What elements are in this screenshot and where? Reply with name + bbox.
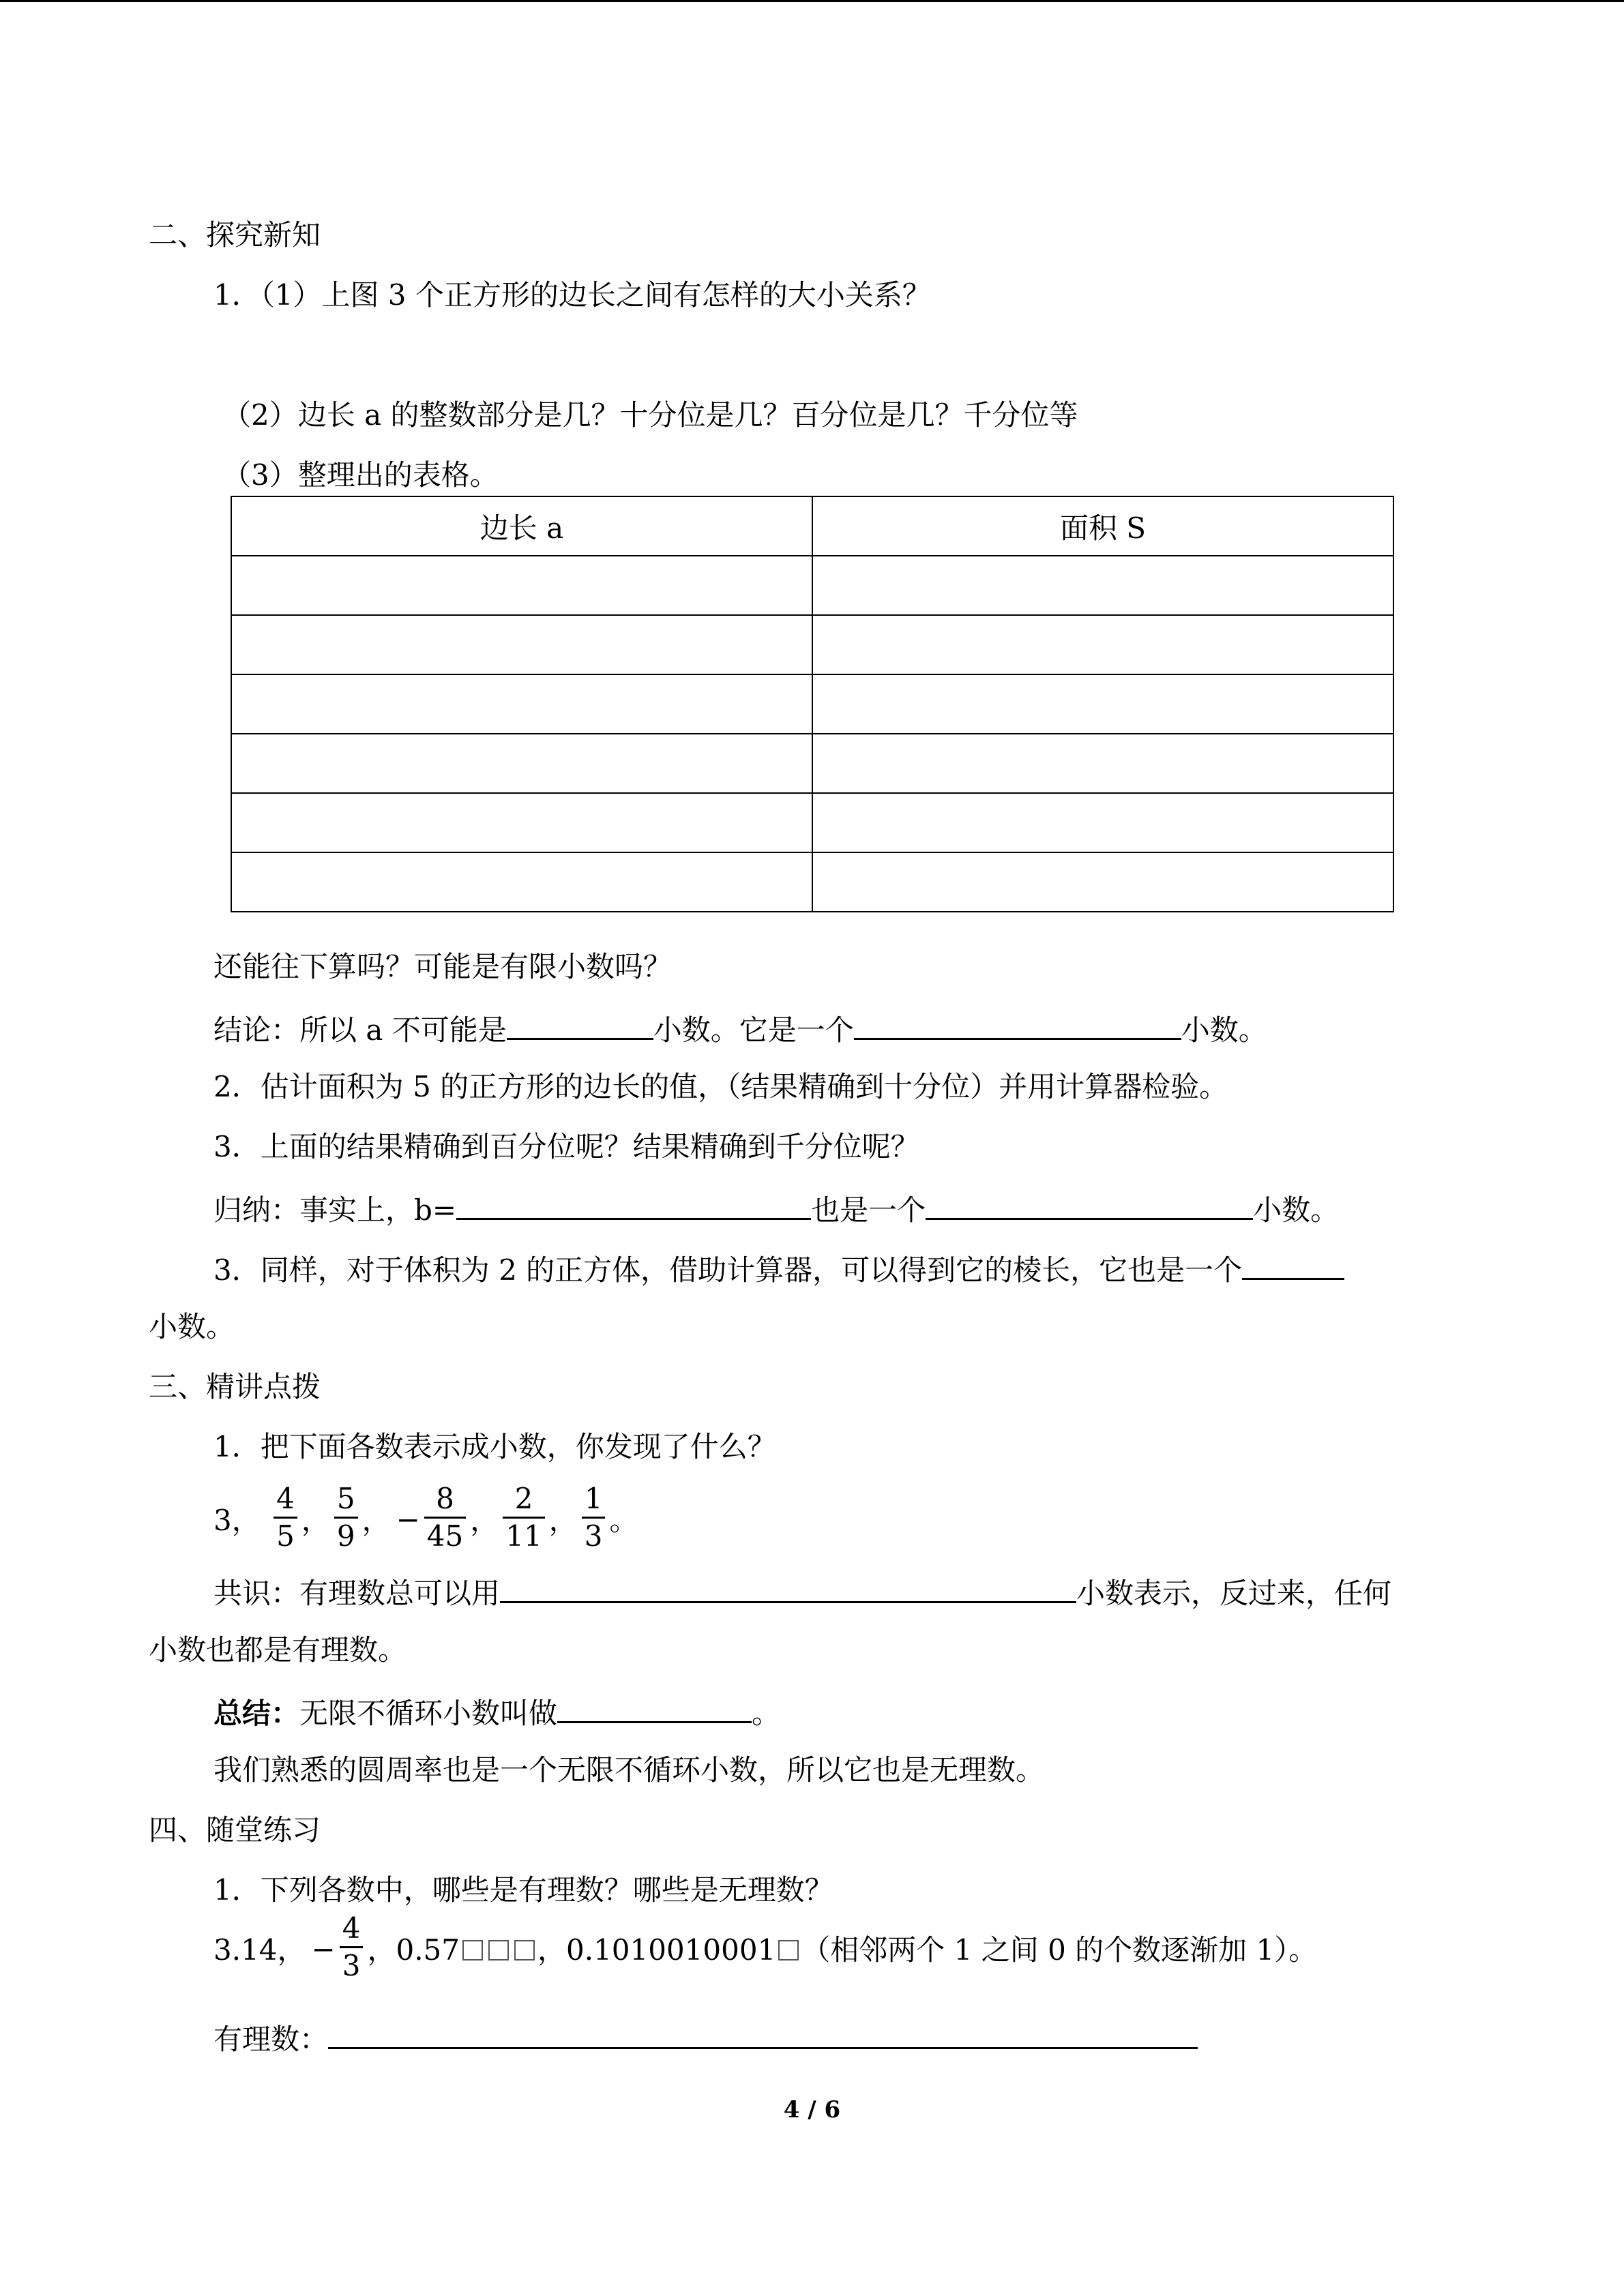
continue-question: 还能往下算吗？可能是有限小数吗？	[213, 950, 673, 983]
fraction-numerator: 1	[584, 1481, 603, 1515]
fraction-neg-4-3	[340, 1911, 364, 1984]
table-cell[interactable]	[231, 674, 812, 734]
induction-text-a: 归纳：事实上，b=	[213, 1193, 457, 1227]
question-3b-text: 3．同样，对于体积为 2 的正方体，借助计算器，可以得到它的棱长，它也是一个	[213, 1253, 1243, 1287]
number-3-14: 3.14，	[213, 1933, 306, 1967]
question-1-2: （2）边长 a 的整数部分是几？十分位是几？百分位是几？千分位等	[222, 398, 1078, 432]
fraction-denominator: 3	[582, 1517, 606, 1554]
table-cell[interactable]	[812, 615, 1393, 674]
table-cell[interactable]	[231, 615, 812, 674]
table-header-row	[231, 496, 1393, 556]
number-three: 3，	[213, 1504, 261, 1537]
consensus-line	[213, 1570, 1391, 1614]
summary-text: 无限不循环小数叫做	[299, 1697, 558, 1730]
missing-glyph-icon	[488, 1940, 509, 1960]
conclusion-text-c: 小数。	[1181, 1013, 1267, 1047]
consensus-text-b: 小数表示，反过来，任何	[1076, 1577, 1392, 1610]
fraction-numerator: 4	[342, 1911, 361, 1945]
answer-blank[interactable]	[500, 1570, 1076, 1603]
induction-text-c: 小数。	[1253, 1193, 1340, 1227]
table-row	[231, 734, 1393, 793]
answer-blank[interactable]	[926, 1187, 1253, 1220]
practice-numbers	[213, 1909, 1317, 1993]
fraction-list	[213, 1480, 638, 1564]
list-separator: ，	[301, 1504, 330, 1537]
fraction-denominator: 5	[274, 1517, 297, 1554]
conclusion-text-a: 结论：所以 a 不可能是	[213, 1013, 507, 1047]
summary-end: 。	[752, 1697, 781, 1730]
missing-glyph-icon	[778, 1940, 799, 1960]
page-top-border	[0, 0, 1624, 2]
table-row	[231, 852, 1393, 912]
question-3b-continued: 小数。	[149, 1310, 235, 1343]
fraction-numerator: 2	[514, 1481, 533, 1515]
rational-answer-line	[213, 2016, 1198, 2060]
consensus-text-a: 共识：有理数总可以用	[213, 1577, 501, 1610]
missing-glyph-icon	[514, 1940, 535, 1960]
question-3b	[213, 1247, 1344, 1291]
answer-blank[interactable]	[1242, 1247, 1344, 1280]
explain-question-1: 1．把下面各数表示成小数，你发现了什么？	[213, 1430, 776, 1463]
answer-blank[interactable]	[557, 1690, 752, 1723]
table-row	[231, 615, 1393, 674]
table-cell[interactable]	[231, 556, 812, 615]
table-row	[231, 674, 1393, 734]
table-cell[interactable]	[812, 556, 1393, 615]
question-1-3: （3）整理出的表格。	[222, 458, 499, 492]
answer-blank[interactable]	[854, 1007, 1181, 1040]
table-cell[interactable]	[231, 852, 812, 912]
fraction	[424, 1481, 466, 1554]
practice-question-1: 1．下列各数中，哪些是有理数？哪些是无理数？	[213, 1873, 833, 1907]
fraction	[274, 1481, 297, 1554]
table-row	[231, 793, 1393, 852]
pi-statement: 我们熟悉的圆周率也是一个无限不循环小数，所以它也是无理数。	[213, 1753, 1045, 1787]
page-number: 4 / 6	[783, 2096, 841, 2123]
section-title-explain: 三、精讲点拨	[149, 1370, 321, 1403]
number-0-57: ，0.57	[367, 1933, 460, 1967]
fraction	[503, 1481, 544, 1554]
number-0-1010010001: ，0.1010010001	[537, 1933, 776, 1967]
fraction-denominator: 9	[334, 1517, 358, 1554]
number-note: （相邻两个 1 之间 0 的个数逐渐加 1）。	[801, 1933, 1318, 1967]
question-2: 2．估计面积为 5 的正方形的边长的值，（结果精确到十分位）并用计算器检验。	[213, 1070, 1228, 1103]
summary-line	[213, 1690, 780, 1734]
table-cell[interactable]	[231, 793, 812, 852]
rational-label: 有理数：	[213, 2023, 329, 2056]
missing-glyph-icon	[462, 1940, 483, 1960]
minus-sign: −	[311, 1933, 336, 1966]
side-area-table	[231, 496, 1394, 912]
fraction	[582, 1481, 606, 1554]
list-separator: ，	[470, 1504, 499, 1537]
answer-blank[interactable]	[507, 1007, 653, 1040]
induction-line	[213, 1187, 1339, 1231]
table-cell[interactable]	[812, 674, 1393, 734]
answer-blank[interactable]	[456, 1187, 811, 1220]
table-row	[231, 556, 1393, 615]
list-separator: ，	[361, 1504, 391, 1537]
summary-label: 总结：	[213, 1697, 300, 1730]
table-header-side: 边长 a	[231, 496, 812, 556]
fraction	[334, 1481, 358, 1554]
conclusion-text-b: 小数。它是一个	[653, 1013, 854, 1047]
question-3: 3．上面的结果精确到百分位呢？结果精确到千分位呢？	[213, 1130, 919, 1163]
minus-sign: −	[396, 1503, 420, 1536]
question-1-1: 1．（1）上图 3 个正方形的边长之间有怎样的大小关系？	[213, 278, 931, 312]
table-header-area: 面积 S	[812, 496, 1393, 556]
answer-blank[interactable]	[328, 2016, 1198, 2049]
fraction-denominator: 3	[340, 1946, 364, 1984]
list-separator: ，	[548, 1504, 578, 1537]
conclusion-line	[213, 1007, 1267, 1051]
fraction-denominator: 45	[424, 1517, 466, 1554]
fraction-numerator: 5	[336, 1481, 355, 1515]
section-title-explore: 二、探究新知	[149, 218, 321, 252]
fraction-numerator: 8	[436, 1481, 454, 1515]
consensus-continued: 小数也都是有理数。	[149, 1633, 407, 1667]
fraction-numerator: 4	[276, 1481, 295, 1515]
table-cell[interactable]	[812, 793, 1393, 852]
induction-text-b: 也是一个	[811, 1193, 926, 1227]
section-title-practice: 四、随堂练习	[149, 1813, 321, 1847]
fraction-denominator: 11	[503, 1517, 544, 1554]
table-cell[interactable]	[812, 734, 1393, 793]
list-end: 。	[609, 1504, 638, 1537]
table-cell[interactable]	[812, 852, 1393, 912]
table-cell[interactable]	[231, 734, 812, 793]
